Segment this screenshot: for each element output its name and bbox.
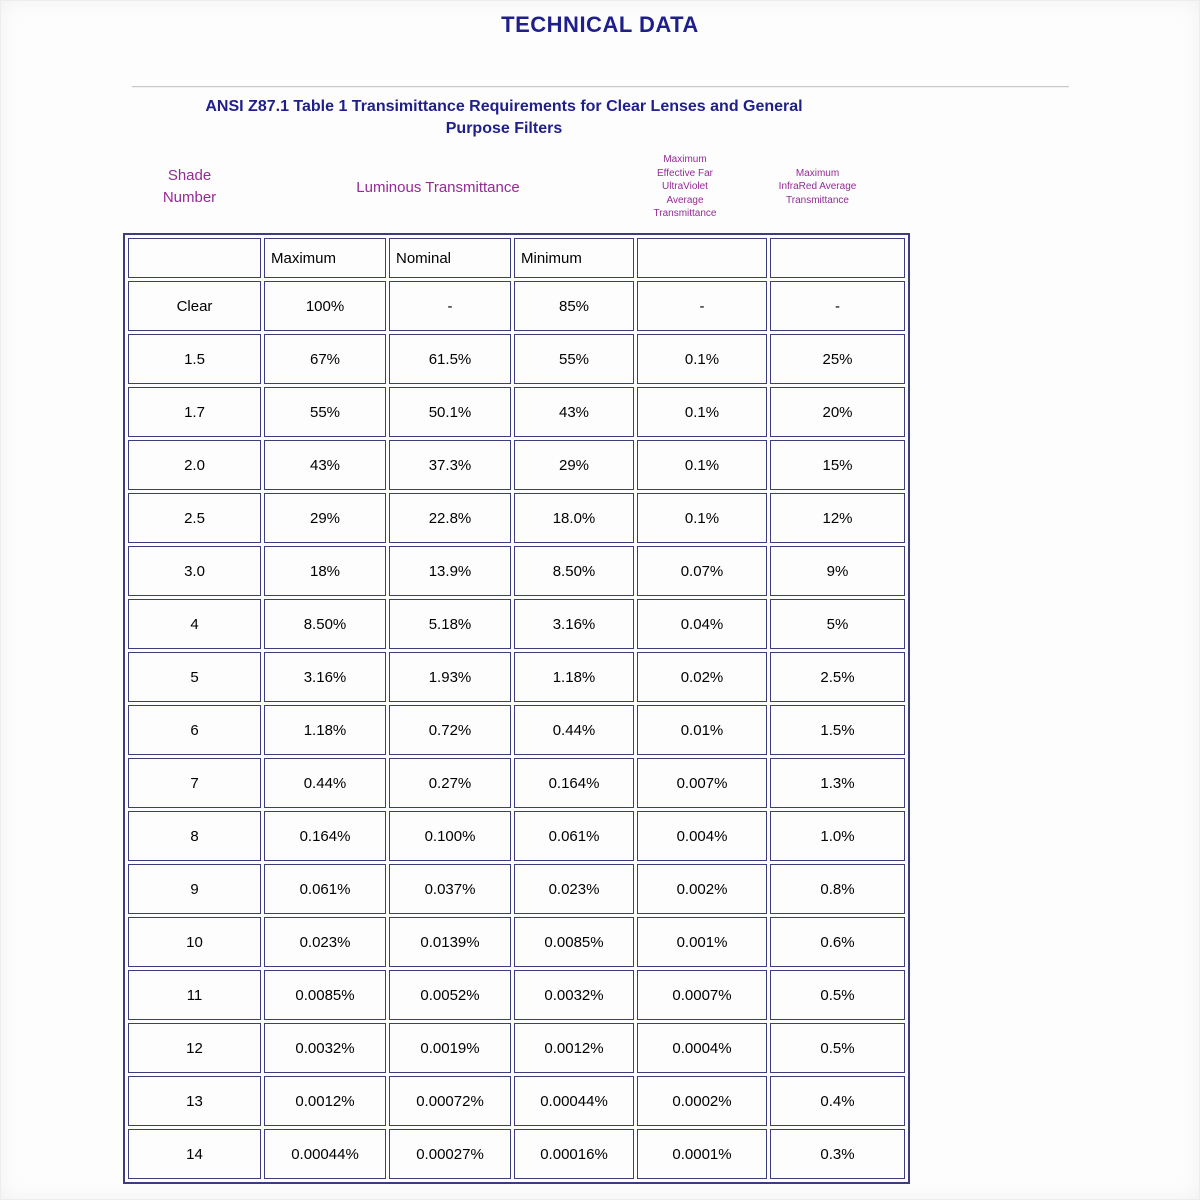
cell-nominal: 0.00027% [389,1129,511,1179]
cell-shade: 10 [128,917,261,967]
cell-shade: Clear [128,281,261,331]
subheader-shade [128,238,261,278]
table-row [128,1076,905,1126]
cell-uv: 0.01% [637,705,767,755]
transmittance-table [123,233,910,1184]
cell-maximum: 8.50% [264,599,386,649]
header-uv-line: Average [666,194,704,206]
cell-nominal: 37.3% [389,440,511,490]
page-title: TECHNICAL DATA [501,12,699,37]
cell-shade: 13 [128,1076,261,1126]
cell-uv: 0.04% [637,599,767,649]
cell-maximum: 18% [264,546,386,596]
cell-minimum: 0.0012% [514,1023,634,1073]
cell-nominal: 0.0052% [389,970,511,1020]
cell-ir: 0.5% [770,970,905,1020]
cell-nominal: 0.00072% [389,1076,511,1126]
cell-uv: 0.02% [637,652,767,702]
cell-uv: 0.0002% [637,1076,767,1126]
cell-uv: 0.001% [637,917,767,967]
cell-uv: 0.002% [637,864,767,914]
table-header [128,238,905,278]
table-row [128,705,905,755]
cell-nominal: 0.0139% [389,917,511,967]
cell-ir: 15% [770,440,905,490]
subheader-ir [770,238,905,278]
header-shade-line: Shade [167,167,212,185]
cell-minimum: 0.0032% [514,970,634,1020]
cell-shade: 4 [128,599,261,649]
header-ir-line: InfraRed Average [778,181,857,193]
cell-nominal: 50.1% [389,387,511,437]
cell-maximum: 0.44% [264,758,386,808]
cell-shade: 9 [128,864,261,914]
cell-ir: 5% [770,599,905,649]
cell-shade: 11 [128,970,261,1020]
cell-shade: 6 [128,705,261,755]
cell-ir: 20% [770,387,905,437]
cell-uv: 0.1% [637,440,767,490]
content [123,96,885,1184]
cell-minimum: 8.50% [514,546,634,596]
cell-ir: 1.5% [770,705,905,755]
cell-nominal: 5.18% [389,599,511,649]
cell-minimum: 0.44% [514,705,634,755]
subheader-minimum: Minimum [514,238,634,278]
cell-maximum: 100% [264,281,386,331]
cell-minimum: 29% [514,440,634,490]
cell-maximum: 0.0085% [264,970,386,1020]
table-subheader-row [128,238,905,278]
cell-minimum: 43% [514,387,634,437]
table-row [128,864,905,914]
header-shade-number [123,165,256,209]
cell-nominal: 61.5% [389,334,511,384]
cell-minimum: 18.0% [514,493,634,543]
subheader-uv [637,238,767,278]
header-uv-line: Effective Far [657,167,713,179]
subheader-maximum: Maximum [264,238,386,278]
table-body [128,281,905,1179]
cell-minimum: 55% [514,334,634,384]
cell-nominal: - [389,281,511,331]
cell-uv: 0.1% [637,334,767,384]
cell-maximum: 43% [264,440,386,490]
table-row [128,546,905,596]
cell-uv: - [637,281,767,331]
cell-shade: 14 [128,1129,261,1179]
cell-maximum: 29% [264,493,386,543]
cell-maximum: 0.061% [264,864,386,914]
table-row [128,387,905,437]
cell-shade: 1.7 [128,387,261,437]
cell-uv: 0.0001% [637,1129,767,1179]
header-uv-transmittance [620,153,750,221]
cell-minimum: 85% [514,281,634,331]
table-row [128,1023,905,1073]
cell-ir: - [770,281,905,331]
header-uv-line: Transmittance [653,208,717,220]
cell-minimum: 0.023% [514,864,634,914]
header-uv-line: UltraViolet [662,181,708,193]
cell-maximum: 0.0032% [264,1023,386,1073]
cell-maximum: 0.0012% [264,1076,386,1126]
cell-minimum: 0.061% [514,811,634,861]
cell-nominal: 0.100% [389,811,511,861]
cell-ir: 9% [770,546,905,596]
cell-ir: 2.5% [770,652,905,702]
cell-nominal: 0.27% [389,758,511,808]
cell-ir: 1.3% [770,758,905,808]
cell-minimum: 0.00044% [514,1076,634,1126]
cell-ir: 0.8% [770,864,905,914]
header-ir-line: Maximum [795,167,840,179]
cell-nominal: 13.9% [389,546,511,596]
cell-minimum: 3.16% [514,599,634,649]
cell-maximum: 0.00044% [264,1129,386,1179]
cell-maximum: 1.18% [264,705,386,755]
cell-maximum: 67% [264,334,386,384]
cell-nominal: 0.0019% [389,1023,511,1073]
cell-shade: 2.0 [128,440,261,490]
header-uv-line: Maximum [663,154,707,166]
cell-minimum: 0.164% [514,758,634,808]
header-ir-transmittance [750,167,885,208]
cell-shade: 3.0 [128,546,261,596]
cell-minimum: 0.0085% [514,917,634,967]
table-row [128,281,905,331]
cell-shade: 7 [128,758,261,808]
cell-uv: 0.1% [637,493,767,543]
cell-maximum: 3.16% [264,652,386,702]
cell-shade: 8 [128,811,261,861]
header-luminous-transmittance: Luminous Transmittance [356,178,520,196]
cell-ir: 0.3% [770,1129,905,1179]
table-row [128,599,905,649]
cell-minimum: 1.18% [514,652,634,702]
cell-nominal: 0.72% [389,705,511,755]
table-row [128,917,905,967]
header-shade-line: Number [162,189,217,207]
table-row [128,493,905,543]
column-group-headers [123,143,885,231]
cell-nominal: 1.93% [389,652,511,702]
cell-shade: 2.5 [128,493,261,543]
table-caption-line-1: ANSI Z87.1 Table 1 Transimittance Requirements for Clear Lenses and General [205,98,803,115]
cell-uv: 0.0004% [637,1023,767,1073]
cell-ir: 12% [770,493,905,543]
cell-shade: 12 [128,1023,261,1073]
cell-shade: 1.5 [128,334,261,384]
header-ir-line: Transmittance [786,194,849,206]
table-caption [123,96,885,139]
cell-uv: 0.0007% [637,970,767,1020]
table-row [128,334,905,384]
table-row [128,970,905,1020]
table-row [128,652,905,702]
table-row [128,440,905,490]
table-row [128,758,905,808]
cell-nominal: 22.8% [389,493,511,543]
cell-uv: 0.1% [637,387,767,437]
cell-shade: 5 [128,652,261,702]
cell-ir: 25% [770,334,905,384]
table-row [128,1129,905,1179]
cell-ir: 0.4% [770,1076,905,1126]
cell-ir: 1.0% [770,811,905,861]
divider [132,86,1069,88]
cell-ir: 0.6% [770,917,905,967]
cell-maximum: 0.023% [264,917,386,967]
cell-uv: 0.007% [637,758,767,808]
cell-ir: 0.5% [770,1023,905,1073]
cell-maximum: 55% [264,387,386,437]
cell-uv: 0.07% [637,546,767,596]
cell-uv: 0.004% [637,811,767,861]
table-row [128,811,905,861]
subheader-nominal: Nominal [389,238,511,278]
cell-minimum: 0.00016% [514,1129,634,1179]
table-caption-line-2: Purpose Filters [445,119,563,137]
cell-nominal: 0.037% [389,864,511,914]
cell-maximum: 0.164% [264,811,386,861]
